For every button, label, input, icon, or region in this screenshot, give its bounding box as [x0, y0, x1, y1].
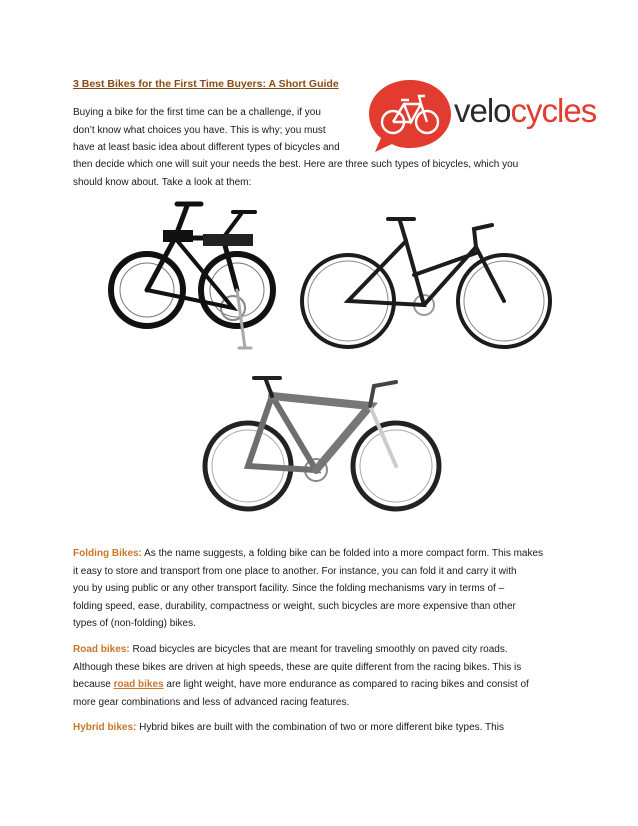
page-title: 3 Best Bikes for the First Time Buyers: A Short Guide [73, 78, 339, 90]
intro-paragraph [73, 104, 340, 157]
hybrid-bike-image [200, 372, 444, 517]
hybrid-bikes-label: Hybrid bikes: [73, 722, 137, 733]
section-line: you by using public or any other transport facility. Since the folding mechanisms vary in terms of – [73, 583, 505, 594]
intro-line: have at least basic idea about different types of bicycles and [73, 142, 340, 153]
section-folding-bikes [73, 545, 573, 633]
section-line-start: because [73, 679, 114, 690]
section-line: more gear combinations and less of advanced racing features. [73, 696, 350, 708]
section-hybrid-bikes [73, 719, 573, 737]
road-bikes-link[interactable]: road bikes [113, 679, 164, 690]
intro-line: should know about. Take a look at them: [73, 176, 252, 188]
intro-paragraph-continued [73, 156, 518, 191]
womens-bike-image [296, 205, 558, 355]
logo-wordmark [454, 92, 596, 130]
road-bikes-label: Road bikes: [73, 644, 130, 655]
logo-text-cycles: cycles [510, 92, 597, 129]
section-line: it easy to store and transport from one place to another. For instance, you can fold it and carry it with [73, 565, 517, 577]
intro-line: don’t know what choices you have. This is why; you must [73, 124, 326, 136]
section-line: Road bicycles are bicycles that are meant for traveling smoothly on paved city roads. [129, 644, 508, 655]
section-road-bikes [73, 641, 573, 711]
velocycles-logo [367, 78, 457, 156]
intro-line: then decide which one will suit your needs the best. Here are three such types of bicycles, which you [73, 159, 519, 170]
section-line: Although these bikes are driven at high speeds, these are quite different from the racing bikes. This is [73, 661, 522, 673]
section-line: types of (non-folding) bikes. [73, 618, 196, 629]
folding-bike-image [105, 198, 285, 358]
section-line: folding speed, ease, durability, compactness or weight, such bicycles are more expensive than other [73, 600, 516, 612]
logo-text-velo: velo [454, 92, 511, 129]
section-line: Hybrid bikes are built with the combination of two or more different bike types. This [136, 722, 504, 733]
folding-bikes-label: Folding Bikes: [73, 548, 142, 559]
section-line-end: are light weight, have more endurance as compared to racing bikes and consist of [163, 679, 529, 690]
intro-line: Buying a bike for the first time can be a challenge, if you [73, 107, 321, 118]
section-line: As the name suggests, a folding bike can be folded into a more compact form. This makes [141, 548, 544, 559]
